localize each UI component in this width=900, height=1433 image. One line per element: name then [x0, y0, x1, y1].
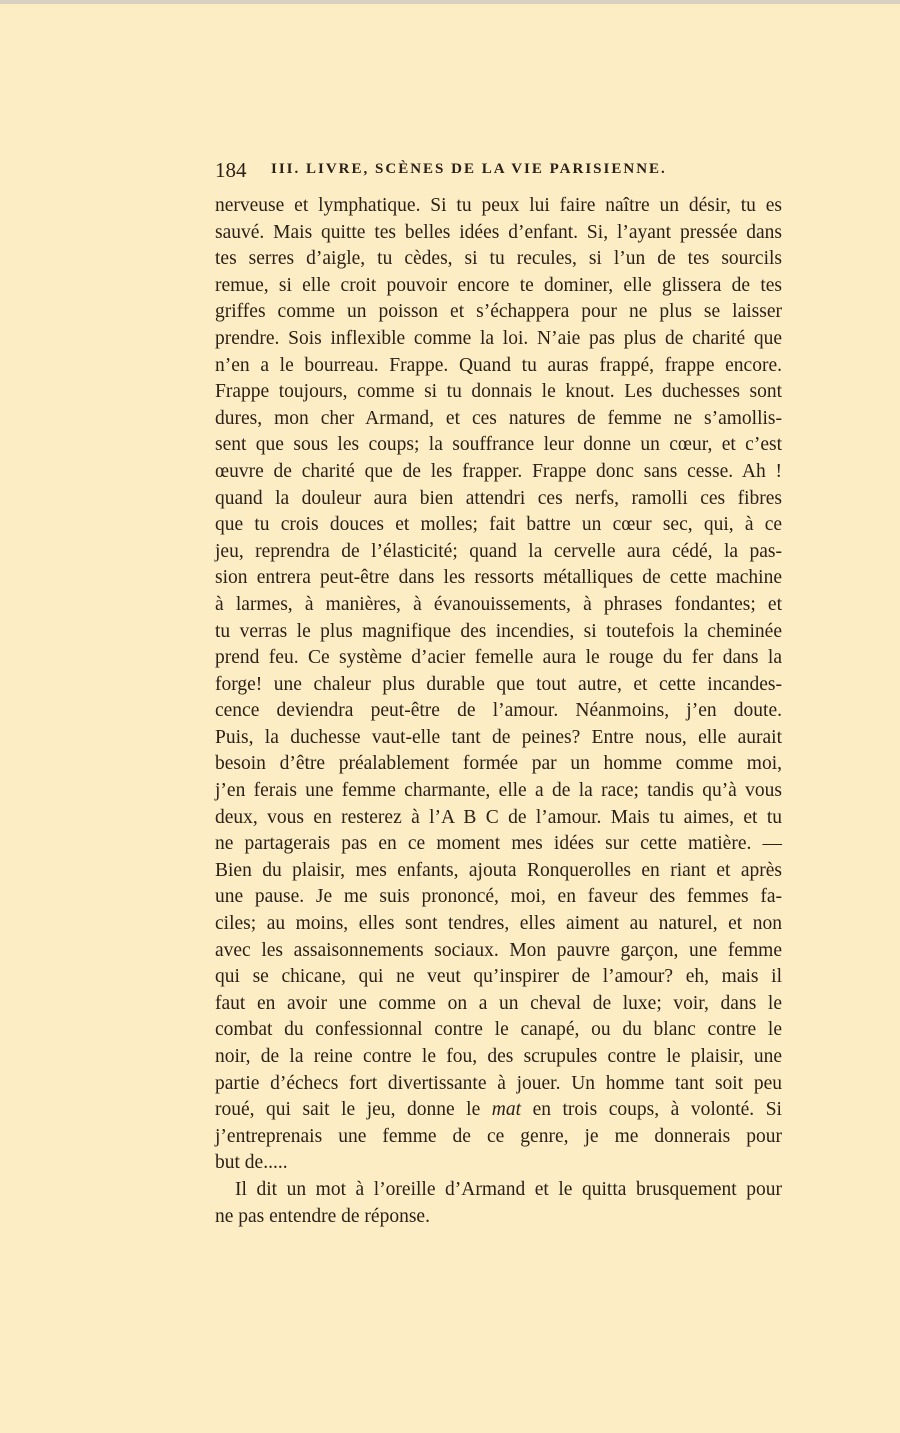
text-line: qui se chicane, qui ne veut qu’inspirer de l’amour? eh, mais il	[215, 966, 782, 988]
text-line: tes serres d’aigle, tu cèdes, si tu recules, si l’un de tes sourcils	[215, 248, 782, 270]
text-line: forge! une chaleur plus durable que tout autre, et cette incandes-	[215, 673, 782, 695]
text-line: à larmes, à manières, à évanouissements, à phrases fondantes; et	[215, 593, 782, 615]
page-header	[215, 158, 715, 186]
italic-word: mat	[491, 1099, 522, 1121]
text-line: deux, vous en resterez à l’A B C de l’amour. Mais tu aimes, et tu	[215, 806, 782, 828]
text-line: j’en ferais une femme charmante, elle a de la race; tandis qu’à vous	[215, 780, 782, 802]
text-line: ciles; au moins, elles sont tendres, elles aiment au naturel, et non	[215, 913, 782, 935]
text-line: cence deviendra peut-être de l’amour. Néanmoins, j’en doute.	[215, 700, 782, 722]
text-line: combat du confessionnal contre le canapé, ou du blanc contre le	[215, 1019, 782, 1041]
text-line: quand la douleur aura bien attendri ces nerfs, ramolli ces fibres	[215, 487, 782, 509]
text-line: noir, de la reine contre le fou, des scrupules contre le plaisir, une	[215, 1046, 782, 1067]
text-span: roué, qui sait le jeu, donne le	[215, 1099, 492, 1121]
paragraph-1	[215, 193, 782, 1097]
text-line: nerveuse et lymphatique. Si tu peux lui faire naître un désir, tu es	[215, 195, 782, 216]
text-line	[215, 1097, 782, 1124]
paragraph-2-line: Il dit un mot à l’oreille d’Armand et le quitta brusquement pour	[235, 1178, 782, 1200]
text-line: ne partagerais pas en ce moment mes idées sur cette matière. —	[215, 833, 782, 855]
text-line: sauvé. Mais quitte tes belles idées d’enfant. Si, l’ayant pressée dans	[215, 221, 782, 243]
text-line: Frappe toujours, comme si tu donnais le knout. Les duchesses sont	[215, 381, 782, 403]
paragraph-2-line: ne pas entendre de réponse.	[215, 1205, 430, 1227]
scan-edge	[0, 0, 900, 4]
text-line: dures, mon cher Armand, et ces natures de femme ne s’amollis-	[215, 407, 782, 429]
text-line: but de.....	[215, 1152, 288, 1174]
text-line: œuvre de charité que de les frapper. Frappe donc sans cesse. Ah !	[215, 460, 782, 482]
page-number: 184	[215, 158, 247, 182]
text-line: besoin d’être préalablement formée par un homme comme moi,	[215, 753, 782, 775]
text-line: que tu crois douces et molles; fait battre un cœur sec, qui, à ce	[215, 514, 782, 536]
text-span: en trois coups, à volonté. Si	[521, 1099, 782, 1121]
text-line: griffes comme un poisson et s’échappera pour ne plus se laisser	[215, 301, 782, 323]
text-line: tu verras le plus magnifique des incendies, si toutefois la cheminée	[215, 620, 782, 642]
text-line: Bien du plaisir, mes enfants, ajouta Ronquerolles en riant et après	[215, 859, 782, 881]
text-line: n’en a le bourreau. Frappe. Quand tu auras frappé, frappe encore.	[215, 354, 782, 376]
body-text	[215, 193, 782, 1230]
text-line: une pause. Je me suis prononcé, moi, en faveur des femmes fa-	[215, 886, 782, 908]
text-line: sion entrera peut-être dans les ressorts métalliques de cette machine	[215, 567, 782, 589]
text-line: Puis, la duchesse vaut-elle tant de peines? Entre nous, elle aurait	[215, 726, 782, 748]
text-line: remue, si elle croit pouvoir encore te dominer, elle glissera de tes	[215, 274, 782, 296]
text-line: faut en avoir une comme on a un cheval de luxe; voir, dans le	[215, 992, 782, 1014]
running-title: III. LIVRE, SCÈNES DE LA VIE PARISIENNE.	[271, 161, 667, 177]
text-line: avec les assaisonnements sociaux. Mon pauvre garçon, une femme	[215, 939, 782, 961]
text-line: sent que sous les coups; la souffrance leur donne un cœur, et c’est	[215, 434, 782, 456]
text-line: j’entreprenais une femme de ce genre, je me donnerais pour	[215, 1125, 782, 1147]
text-line: prendre. Sois inflexible comme la loi. N’aie pas plus de charité que	[215, 327, 782, 349]
text-line: jeu, reprendra de l’élasticité; quand la cervelle aura cédé, la pas-	[215, 540, 782, 562]
text-line: partie d’échecs fort divertissante à jouer. Un homme tant soit peu	[215, 1072, 782, 1094]
text-line: prend feu. Ce système d’acier femelle aura le rouge du fer dans la	[215, 647, 782, 669]
